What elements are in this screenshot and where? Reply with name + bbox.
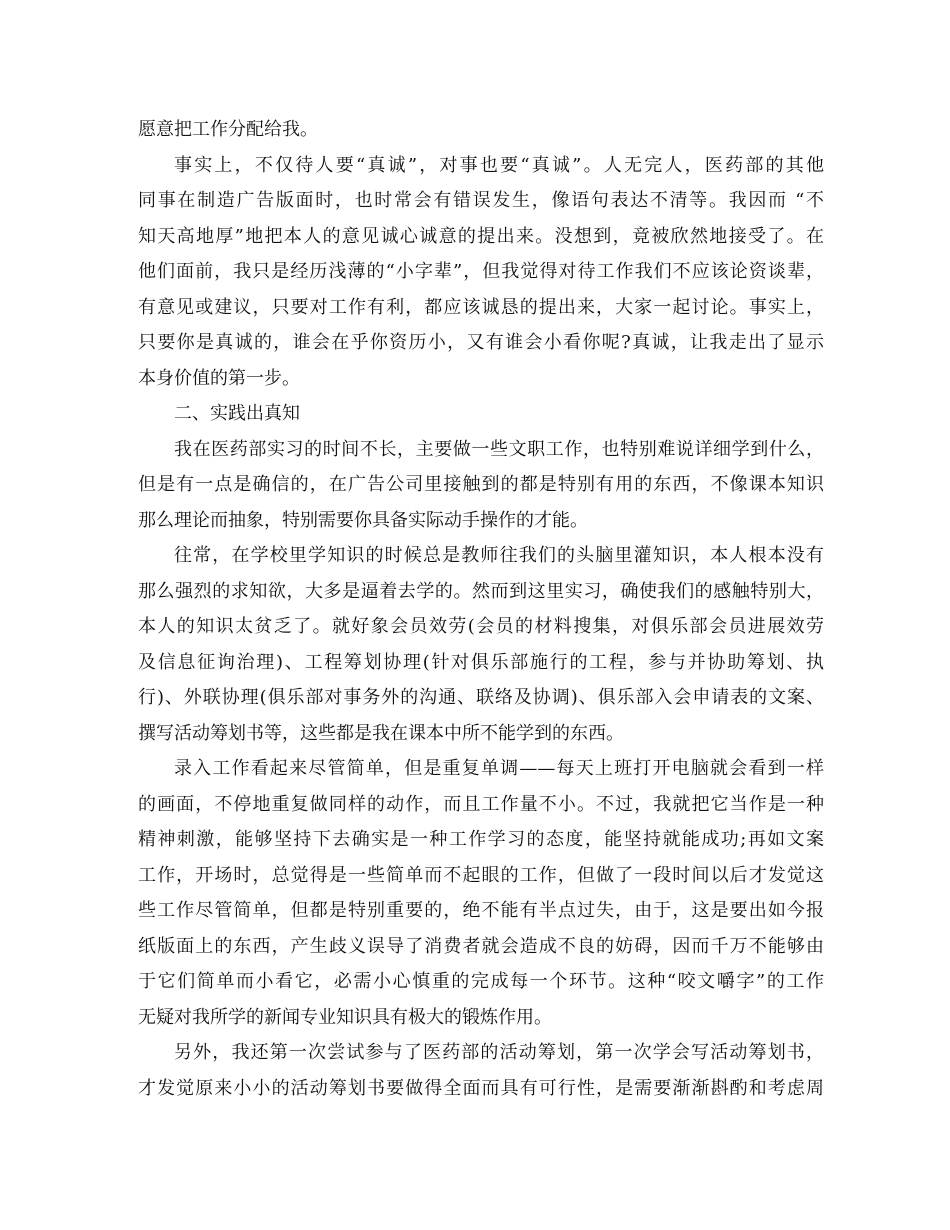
text-line: 那么理论而抽象，特别需要你具备实际动手操作的才能。 xyxy=(138,509,588,531)
text-line: 另外，我还第一次尝试参与了医药部的活动筹划，第一次学会写活动筹划书， xyxy=(174,1042,824,1063)
text-line: 些工作尽管简单，但都是特别重要的，绝不能有半点过失，由于，这是要出如今报 xyxy=(138,900,824,921)
text-line: 录入工作看起来尽管简单，但是重复单调——每天上班打开电脑就会看到一样 xyxy=(174,758,824,779)
text-line: 愿意把工作分配给我。 xyxy=(138,119,318,140)
text-line: 只要你是真诚的，谁会在乎你资历小，又有谁会小看你呢?真诚，让我走出了显示 xyxy=(138,332,824,353)
text-line: 及信息征询治理)、工程筹划协理(针对俱乐部施行的工程，参与并协助筹划、执 xyxy=(138,651,824,673)
document-body xyxy=(138,112,824,1106)
text-line: 知天高地厚”地把本人的意见诚心诚意的提出来。没想到，竟被欣然地接受了。在 xyxy=(138,225,824,247)
text-line: 才发觉原来小小的活动筹划书要做得全面而具有可行性，是需要渐渐斟酌和考虑周 xyxy=(138,1077,824,1099)
text-line: 的画面，不停地重复做同样的动作，而且工作量不小。不过，我就把它当作是一种 xyxy=(138,793,824,815)
text-line: 于它们简单而小看它，必需小心慎重的完成每一个环节。这种“咬文嚼字”的工作 xyxy=(138,971,824,992)
text-line: 工作，开场时，总觉得是一些简单而不起眼的工作，但做了一段时间以后才发觉这 xyxy=(138,864,824,886)
text-line: 撰写活动筹划书等，这些都是我在课本中所不能学到的东西。 xyxy=(138,722,624,744)
text-line: 行)、外联协理(俱乐部对事务外的沟通、联络及协调)、俱乐部入会申请表的文案、 xyxy=(138,687,824,708)
text-line: 事实上，不仅待人要“真诚”，对事也要“真诚”。人无完人，医药部的其他 xyxy=(174,154,824,176)
text-line: 本身价值的第一步。 xyxy=(138,367,300,389)
text-line: 那么强烈的求知欲，大多是逼着去学的。然而到这里实习，确使我们的感触特别大， xyxy=(138,580,824,602)
text-line: 精神刺激，能够坚持下去确实是一种工作学习的态度，能坚持就能成功;再如文案 xyxy=(138,829,824,850)
text-line: 纸版面上的东西，产生歧义误导了消费者就会造成不良的妨碍，因而千万不能够由 xyxy=(138,935,824,957)
text-line: 我在医药部实习的时间不长，主要做一些文职工作，也特别难说详细学到什么， xyxy=(174,438,824,460)
text-line: 同事在制造广告版面时，也时常会有错误发生，像语句表达不清等。我因而 “不 xyxy=(138,190,824,211)
text-line: 他们面前，我只是经历浅薄的“小字辈”，但我觉得对待工作我们不应该论资谈辈， xyxy=(138,261,824,282)
text-line: 本人的知识太贫乏了。就好象会员效劳(会员的材料搜集，对俱乐部会员进展效劳 xyxy=(138,616,824,637)
text-line: 二、实践出真知 xyxy=(174,403,300,424)
text-line: 但是有一点是确信的，在广告公司里接触到的都是特别有用的东西，不像课本知识 xyxy=(138,474,824,495)
text-line: 有意见或建议，只要对工作有利，都应该诚恳的提出来，大家一起讨论。事实上， xyxy=(138,296,824,318)
text-line: 往常，在学校里学知识的时候总是教师往我们的头脑里灌知识，本人根本没有 xyxy=(174,545,824,566)
text-line: 无疑对我所学的新闻专业知识具有极大的锻炼作用。 xyxy=(138,1006,552,1028)
